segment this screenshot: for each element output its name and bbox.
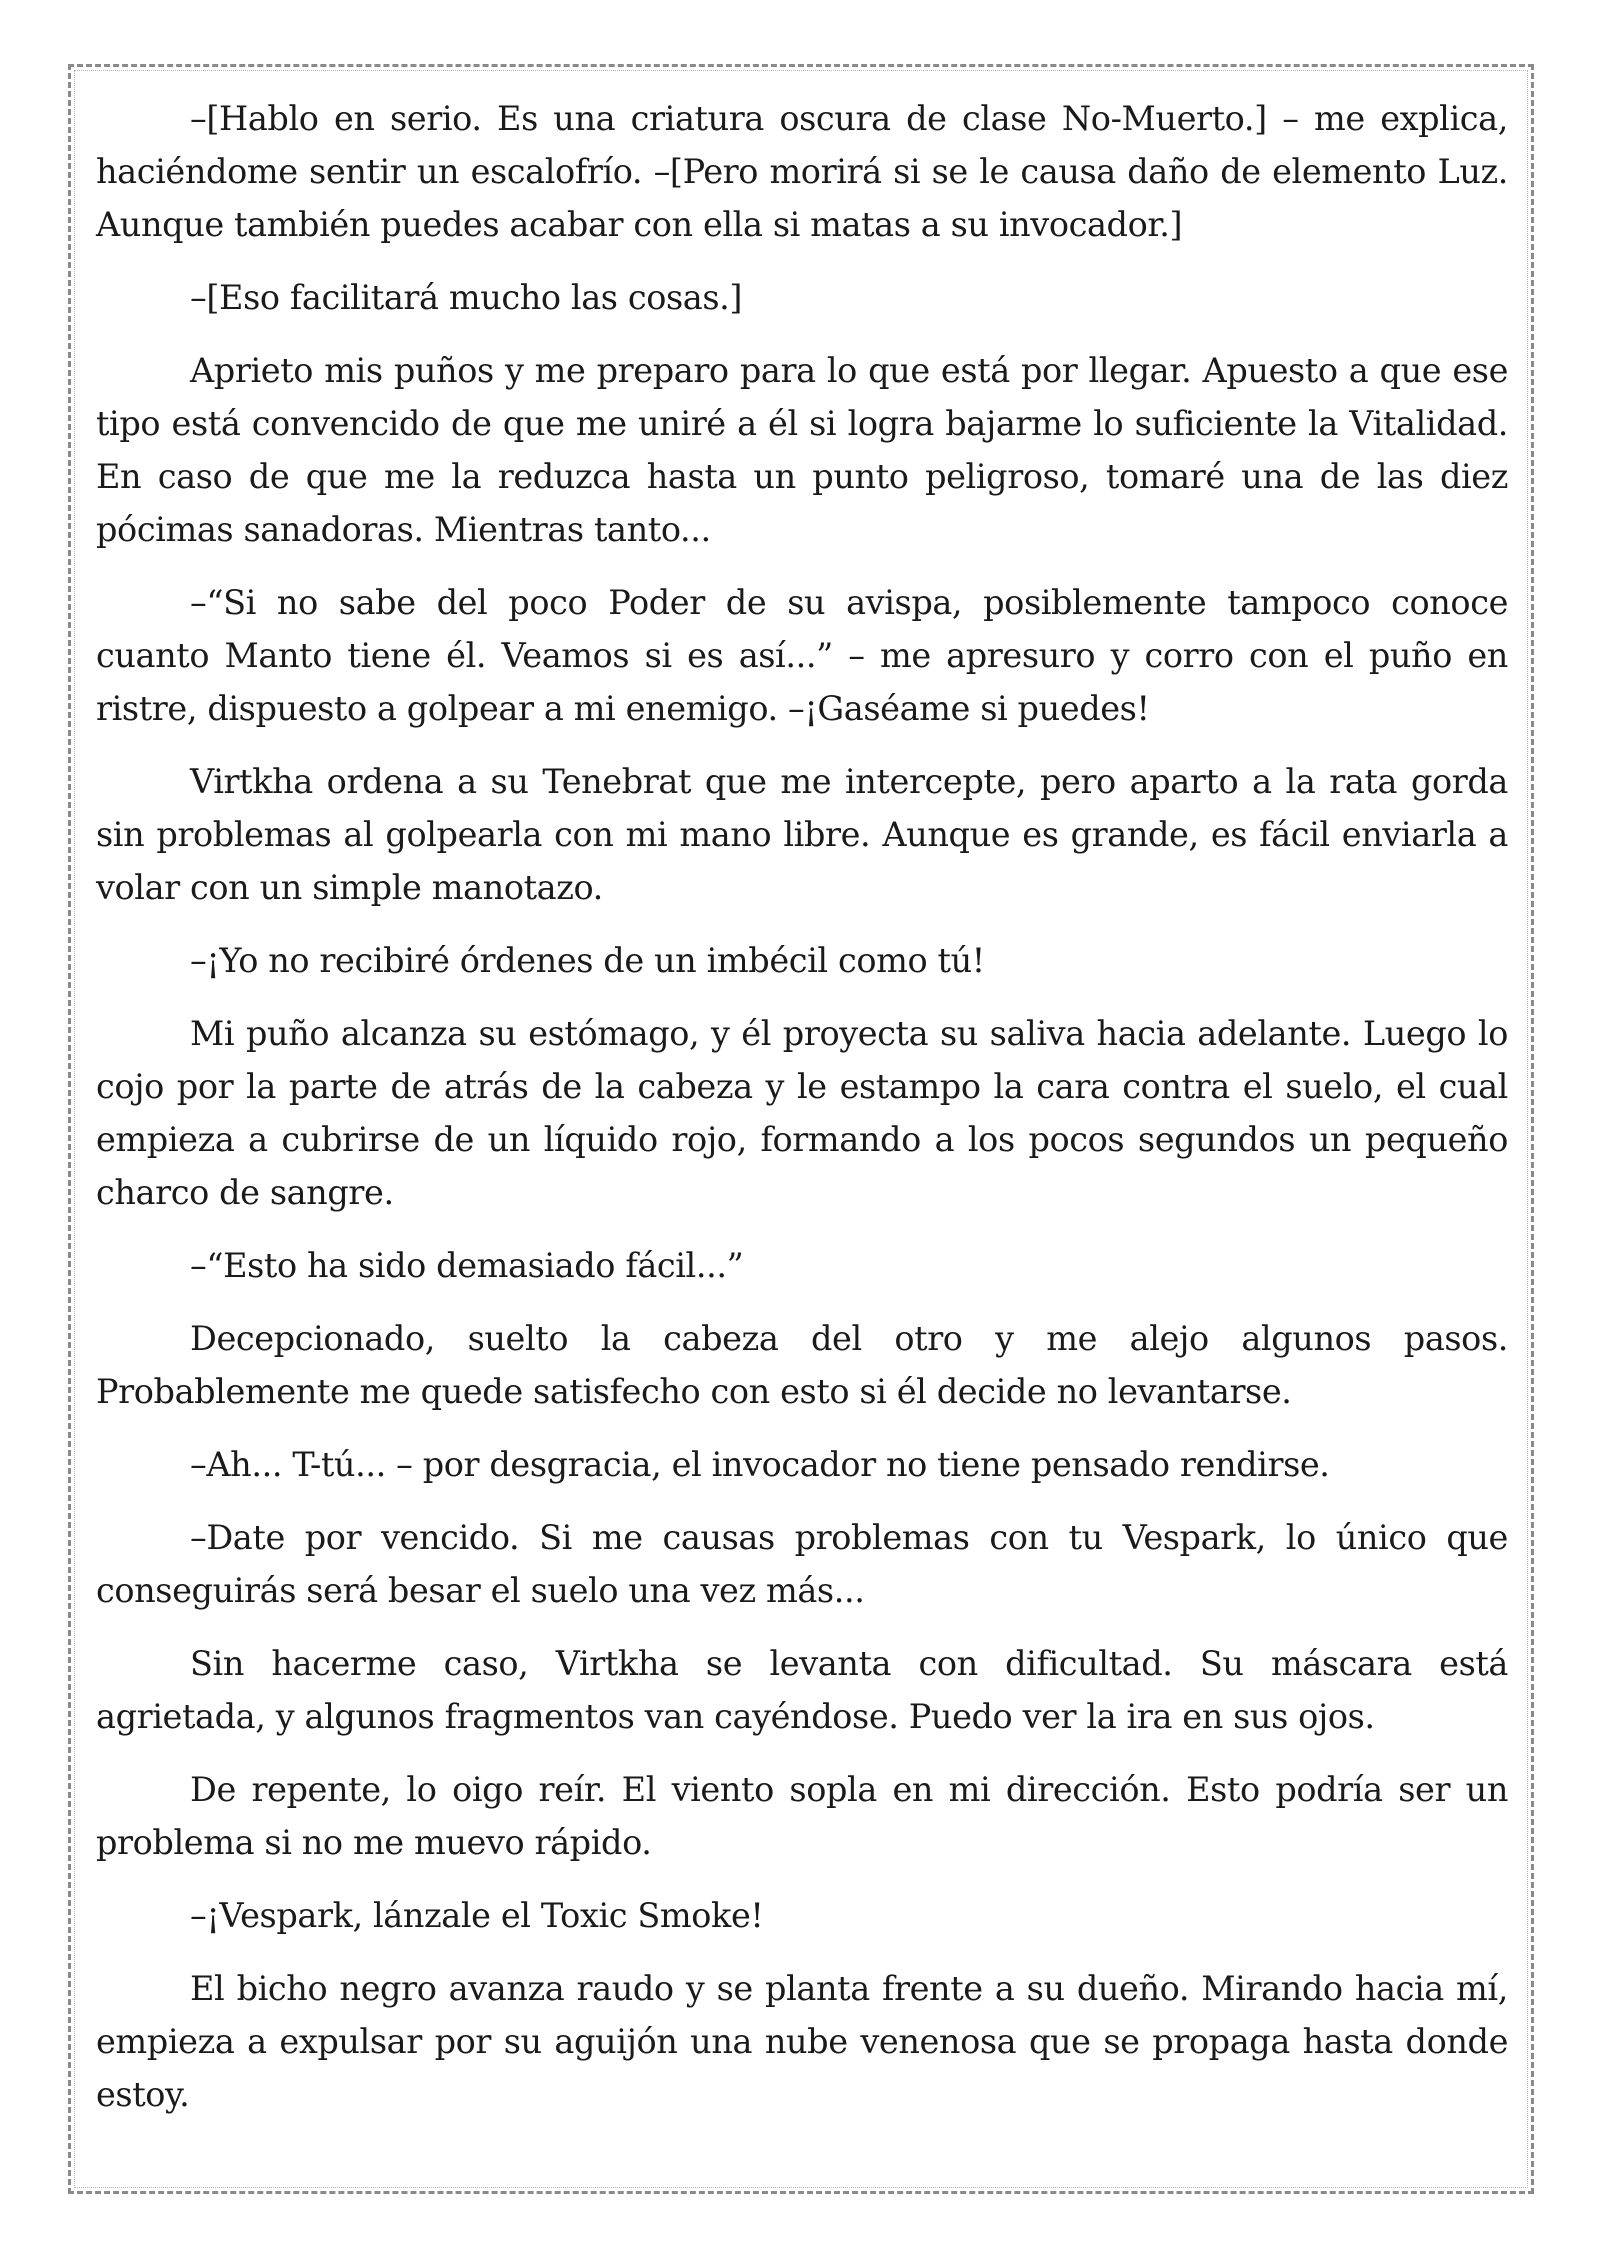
paragraph: –Ah... T-tú... – por desgracia, el invocador no tiene pensado rendirse.: [190, 1445, 1330, 1484]
paragraph: –[Eso facilitará mucho las cosas.]: [190, 278, 743, 317]
paragraph: Decepcionado, suelto la cabeza del otro y me alejo algunos pasos. Probablemente me quede satisfecho con esto si él decide no levantarse.: [96, 1319, 1508, 1411]
paragraph: –“Si no sabe del poco Poder de su avispa, posiblemente tampoco conoce cuanto Manto tiene él. Veamos si es así...” – me apresuro y corro con el puño en ristre, dispuesto a golpear a mi enemigo. –¡Gaséame si puedes!: [96, 583, 1508, 728]
paragraph: –[Hablo en serio. Es una criatura oscura de clase No-Muerto.] – me explica, haciéndome sentir un escalofrío. –[Pero morirá si se le causa daño de elemento Luz. Aunque también puedes acabar con ella si matas a su invocador.]: [96, 99, 1508, 244]
paragraph: –¡Vespark, lánzale el Toxic Smoke!: [190, 1896, 764, 1935]
paragraph: Virtkha ordena a su Tenebrat que me intercepte, pero aparto a la rata gorda sin problemas al golpearla con mi mano libre. Aunque es grande, es fácil enviarla a volar con un simple manotazo.: [96, 762, 1508, 907]
paragraph: –¡Yo no recibiré órdenes de un imbécil como tú!: [190, 941, 985, 980]
paragraph: Aprieto mis puños y me preparo para lo que está por llegar. Apuesto a que ese tipo está convencido de que me uniré a él si logra bajarme lo suficiente la Vitalidad. En caso de que me la reduzca hasta un punto peligroso, tomaré una de las diez pócimas sanadoras. Mientras tanto...: [96, 351, 1508, 549]
paragraph: Sin hacerme caso, Virtkha se levanta con dificultad. Su máscara está agrietada, y algunos fragmentos van cayéndose. Puedo ver la ira en sus ojos.: [96, 1644, 1508, 1736]
story-text: [96, 92, 1508, 2141]
paragraph: De repente, lo oigo reír. El viento sopla en mi dirección. Esto podría ser un problema si no me muevo rápido.: [96, 1770, 1508, 1862]
paragraph: El bicho negro avanza raudo y se planta frente a su dueño. Mirando hacia mí, empieza a expulsar por su aguijón una nube venenosa que se propaga hasta donde estoy.: [96, 1969, 1508, 2114]
paragraph: Mi puño alcanza su estómago, y él proyecta su saliva hacia adelante. Luego lo cojo por la parte de atrás de la cabeza y le estampo la cara contra el suelo, el cual empieza a cubrirse de un líquido rojo, formando a los pocos segundos un pequeño charco de sangre.: [96, 1014, 1508, 1212]
paragraph: –Date por vencido. Si me causas problemas con tu Vespark, lo único que conseguirás será besar el suelo una vez más...: [96, 1518, 1508, 1610]
paragraph: –“Esto ha sido demasiado fácil...”: [190, 1246, 744, 1285]
